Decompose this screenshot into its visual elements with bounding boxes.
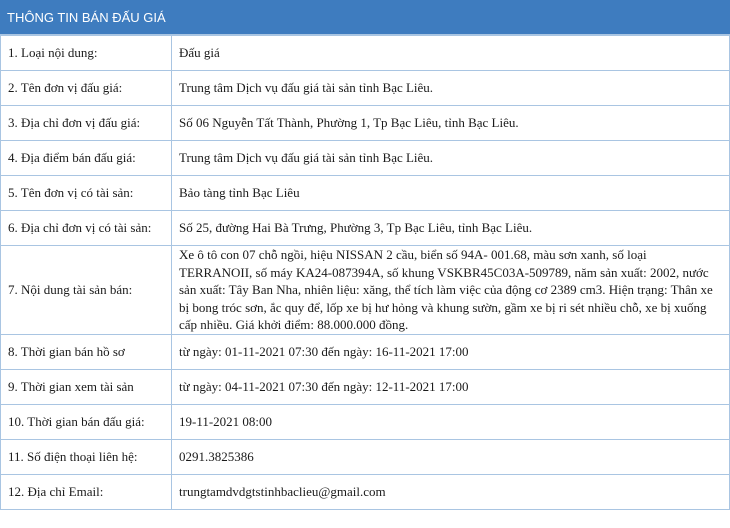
table-row [1,211,730,246]
table-row [1,71,730,106]
table-row [1,176,730,211]
email-address[interactable]: trungtamdvdgtstinhbaclieu@gmail.com [172,475,730,510]
table-row [1,246,730,335]
row-value: từ ngày: 04-11-2021 07:30 đến ngày: 12-11-2021 17:00 [172,370,730,405]
table-row [1,106,730,141]
row-value: Xe ô tô con 07 chỗ ngồi, hiệu NISSAN 2 cầu, biển số 94A- 001.68, màu sơn xanh, số loại TERRANOII, số máy KA24-087394A, số khung VSKBR45C03A-509789, năm sản xuất: 2002, nước sản xuất: Tây Ban Nha, nhiên liệu: xăng, thể tích làm việc của động cơ 2389 cm3. Hiện trạng: Thân xe bị bong tróc sơn, ắc quy để, lốp xe bị hư hỏng và khung sườn, gầm xe bị ri sét nhiều chỗ, xe bị xuống cấp nhiều. Giá khởi điểm: 88.000.000 đồng. [172,246,730,335]
row-label: 3. Địa chỉ đơn vị đấu giá: [1,106,172,141]
row-label: 2. Tên đơn vị đấu giá: [1,71,172,106]
table-row [1,440,730,475]
row-label: 4. Địa điểm bán đấu giá: [1,141,172,176]
table-row [1,475,730,510]
row-value: Trung tâm Dịch vụ đấu giá tài sản tỉnh Bạc Liêu. [172,71,730,106]
row-label: 7. Nội dung tài sản bán: [1,246,172,335]
row-label: 10. Thời gian bán đấu giá: [1,405,172,440]
table-row [1,36,730,71]
row-value: Bảo tàng tỉnh Bạc Liêu [172,176,730,211]
phone-number[interactable]: 0291.3825386 [172,440,730,475]
row-label: 11. Số điện thoại liên hệ: [1,440,172,475]
row-value: Số 06 Nguyễn Tất Thành, Phường 1, Tp Bạc Liêu, tỉnh Bạc Liêu. [172,106,730,141]
table-row [1,141,730,176]
auction-info-table [0,35,730,510]
table-row [1,405,730,440]
row-value: từ ngày: 01-11-2021 07:30 đến ngày: 16-11-2021 17:00 [172,335,730,370]
row-label: 6. Địa chỉ đơn vị có tài sản: [1,211,172,246]
row-label: 1. Loại nội dung: [1,36,172,71]
table-row [1,335,730,370]
row-value: Đấu giá [172,36,730,71]
row-value: Số 25, đường Hai Bà Trưng, Phường 3, Tp Bạc Liêu, tỉnh Bạc Liêu. [172,211,730,246]
row-label: 8. Thời gian bán hồ sơ [1,335,172,370]
row-label: 5. Tên đơn vị có tài sản: [1,176,172,211]
row-label: 9. Thời gian xem tài sản [1,370,172,405]
row-value: 19-11-2021 08:00 [172,405,730,440]
page-title: THÔNG TIN BÁN ĐẤU GIÁ [7,10,166,25]
table-row [1,370,730,405]
row-label: 12. Địa chỉ Email: [1,475,172,510]
row-value: Trung tâm Dịch vụ đấu giá tài sản tỉnh Bạc Liêu. [172,141,730,176]
header-bar [0,0,730,35]
